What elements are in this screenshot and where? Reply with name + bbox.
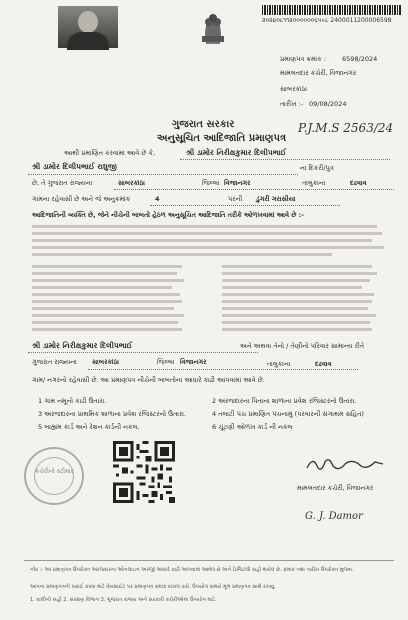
bottom-handwritten-sign: G. J. Damor xyxy=(305,511,363,522)
mid-taluka: વિજાનગર xyxy=(180,358,207,366)
cert-no-value: 6598/2024 xyxy=(342,55,378,63)
govt-title: ગુજરાત સરકાર xyxy=(172,119,235,130)
mid-line1-post: અને અથવા તેનો / તેણીનો પરિવાર સામાન્ય રીતે xyxy=(240,342,365,350)
relation-label: ના દિકરી/પુત્ર xyxy=(300,164,334,172)
footer-note-2: આપના પ્રમાણપત્રની ખરાઈ કરવા માટે વેબસાઈટ પર પ્રમાણપત્ર ક્રમાંક દાખલ કરો. ઉપયોગ સમયે મૂળ પ્રમાણપત્ર સાથે રાખવું. xyxy=(30,584,276,590)
serial-number: 4 xyxy=(155,195,160,203)
date-value: 09/08/2024 xyxy=(309,100,347,108)
taluka-label: તાલુકાના xyxy=(302,179,326,187)
issuing-office: મામલતદાર કચેરી, વિજાનગર xyxy=(280,69,357,77)
basis-item: 6 ચૂંટણી ઓળખ કાર્ડ ની નકલ xyxy=(212,423,293,431)
mid-applicant-name: શ્રી ડામોર નિરીક્ષકુમાર દિલીપભાઈ xyxy=(32,341,133,350)
basis-item: 3 અરજદારના પ્રાથમિક શાળાના પ્રવેશ રજિસ્ટરનો ઉતારા. xyxy=(38,410,186,418)
district-label: જિલ્લા xyxy=(202,179,220,187)
cert-no-label: પ્રમાણપત્ર ક્રમાંક : xyxy=(280,55,326,63)
certificate-title: અનુસૂચિત આદિજાતિ પ્રમાણપત્ર xyxy=(157,133,287,144)
body-line6: આદિજાતિની વ્યક્તિ છે, જેને નીચેની બાબતો હેઠળ અનુસૂચિત આદિજાતિ તરીકે ઓળખવામાં આવે છે :- xyxy=(32,211,304,219)
tribe-name: ડુંગરી ગરાસીયા xyxy=(256,195,296,203)
mid-district: સાબરકાંઠા xyxy=(92,358,119,366)
barcode xyxy=(262,5,402,15)
basis-item: 5 બાહ્યમ કાર્ડ અને રેશન કાર્ડની નકલ. xyxy=(38,423,140,431)
mamlatdar-signature xyxy=(305,452,385,476)
mid-district-label: જિલ્લા xyxy=(157,358,175,366)
qr-code xyxy=(113,441,175,503)
signatory-title: મામલતદાર કચેરી, વિજાનગર xyxy=(297,484,374,492)
mid-line2-pre: ગુજરાત રાજ્યના xyxy=(32,358,77,366)
mid-line3: ગામ/ નગરનો રહેવાસી છે. આ પ્રમાણપત્ર નીચેની બાબતોના આધારે કાઢી આપવામાં આવે છે. xyxy=(32,376,265,384)
village-value: દઢવાવ xyxy=(350,179,367,187)
applicant-photo xyxy=(58,6,118,48)
footer-note-1: નોંધ :- આ પ્રમાણપત્ર ઉપરોક્ત અરજદારના ઓનલાઇન અરજી આધારે કાઢી આપવામાં આવેલ છે અને ડિજિટલી સહી થયેલ છે. ક્રમાંક તથા તારીખ ઉપરોક્ત મુજબ. xyxy=(30,567,354,573)
mid-village: દઢવાવ xyxy=(315,360,332,368)
applicant-name: શ્રી ડામોર નિરીક્ષકુમાર દિલીપભાઈ xyxy=(186,148,287,157)
seal-text: કચેરીનો સ્ટીમાર xyxy=(35,468,74,475)
national-emblem-icon xyxy=(196,6,230,46)
footer-note-3: 1. વાલીની સહી 2. સંરક્ષણ વિભાગ 3. ગુજરાત રાજ્ય અને સરકારી કચેરીઓમાં ઉપયોગ માટે. xyxy=(30,597,217,603)
father-name: શ્રી ડામોર દિલીપભાઈ રાઘુજી xyxy=(32,162,117,171)
barcode-number: ૨૦૨૪૦૮૧૧૨૦૦૦૦૦૦૬૫૯૮ 2400011200006598 xyxy=(262,17,392,24)
handwritten-ref: P.J.M.S 2563/24 xyxy=(298,121,394,135)
issuing-district: સાબરકાંઠા xyxy=(280,85,307,93)
body-line5-pre: ગામના રહેવાસી છે અને જે અનુક્રમાંક xyxy=(32,195,131,203)
district-value: સાબરકાંઠા xyxy=(118,179,145,187)
basis-item: 1 ગામ નમૂનો કાઢી ઉતારા. xyxy=(38,397,107,405)
taluka-value: વિજાનગર xyxy=(224,179,251,187)
basis-item: 2 અરજદારના પિતાના શાળાના પ્રવેશ રજિસ્ટરનો ઉતારા. xyxy=(212,397,357,405)
basis-item: 4 તલાટી પંચ પ્રમાણિત પંચનામું (પરવારની સંગાથમ સહિત) xyxy=(212,410,364,418)
serial-label: પરની xyxy=(228,195,243,203)
mid-taluka-label: તાલુકાના xyxy=(267,360,291,368)
body-line4-pre: છે, તે ગુજરાત રાજ્યના xyxy=(32,179,93,187)
office-seal-stamp xyxy=(24,447,84,505)
body-line1-pre: આથી પ્રમાણિત કરવામાં આવે છે કે, xyxy=(64,149,156,157)
date-label: તારીખ :- xyxy=(280,100,304,108)
